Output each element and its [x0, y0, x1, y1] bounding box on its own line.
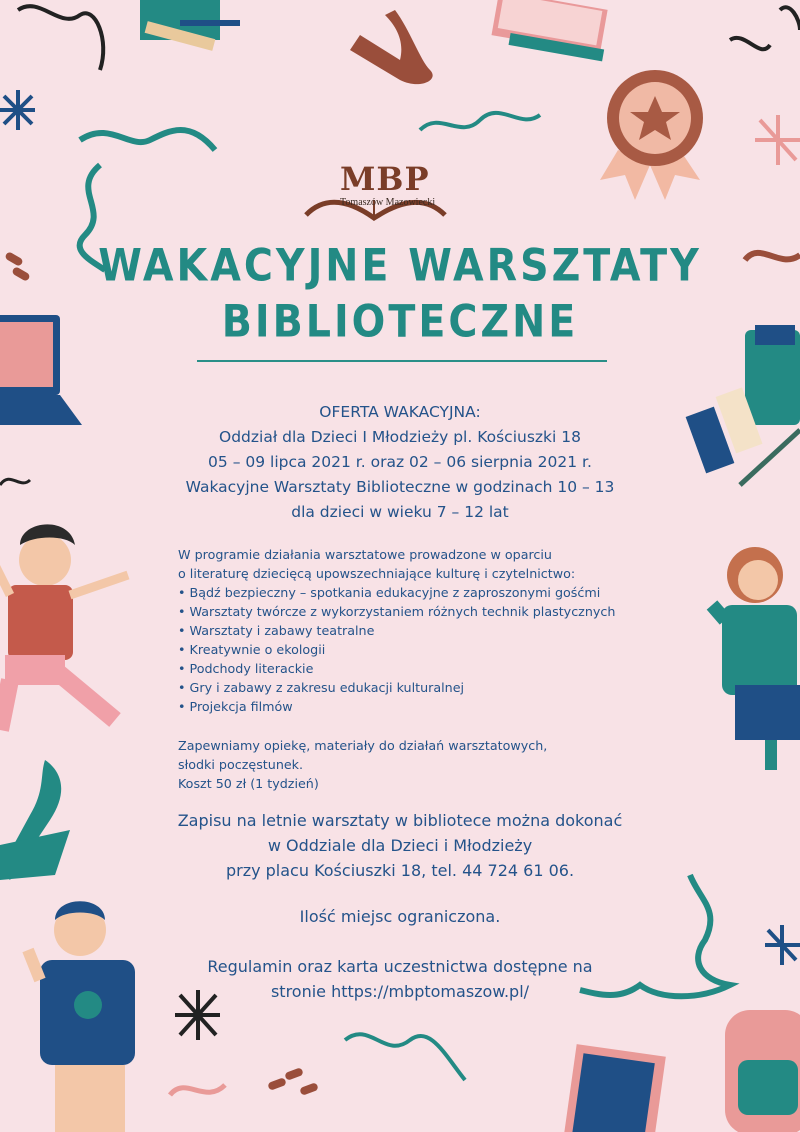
asterisk-icon — [755, 115, 800, 165]
care-section — [178, 736, 698, 793]
program-item: • Bądź bezpieczny – spotkania edukacyjne z zaproszonymi gośćmi — [178, 585, 601, 600]
page-title-line1: WAKACYJNE WARSZTATY — [98, 239, 702, 292]
boy-thumbs-up-illustration — [28, 901, 135, 1132]
offer-heading: OFERTA WAKACYJNA: — [319, 403, 481, 421]
brown-dots-icon — [267, 1067, 319, 1096]
limited-places-notice: Ilość miejsc ograniczona. — [299, 907, 501, 926]
offer-line: 05 – 09 lipca 2021 r. oraz 02 – 06 sierpnia 2021 r. — [208, 453, 592, 471]
ribbon-icon — [80, 130, 215, 150]
enroll-line: w Oddziale dla Dzieci i Młodzieży — [267, 836, 533, 855]
black-squiggle-icon — [730, 38, 770, 49]
program-item: • Gry i zabawy z zakresu edukacji kulturalnej — [178, 680, 465, 695]
program-intro: W programie działania warsztatowe prowadzone w oparciu — [178, 547, 552, 562]
program-intro: o literaturę dziecięcą upowszechniające kulturę i czytelnictwo: — [178, 566, 576, 581]
rules-section — [0, 954, 800, 1004]
teal-wave-icon — [345, 1034, 465, 1080]
program-item: • Projekcja filmów — [178, 699, 293, 714]
book-icon — [563, 1044, 665, 1132]
care-line: Zapewniamy opiekę, materiały do działań warsztatowych, — [178, 738, 548, 753]
pink-squiggle-icon — [170, 1085, 225, 1095]
asterisk-icon — [0, 90, 35, 130]
title-underline — [197, 360, 607, 362]
award-badge-icon — [600, 70, 703, 200]
program-item: • Kreatywnie o ekologii — [178, 642, 326, 657]
logo-subtitle: Tomaszów Mazowiecki — [340, 197, 436, 208]
enroll-line: Zapisu na letnie warsztaty w bibliotece można dokonać — [177, 811, 623, 830]
enroll-line: przy placu Kościuszki 18, tel. 44 724 61 06. — [225, 861, 575, 880]
rules-link[interactable]: stronie https://mbptomaszow.pl/ — [270, 982, 530, 1001]
library-logo — [300, 160, 450, 230]
program-item: • Warsztaty i zabawy teatralne — [178, 623, 375, 638]
saxophone-icon — [350, 10, 433, 84]
program-item: • Warsztaty twórcze z wykorzystaniem różnych technik plastycznych — [178, 604, 616, 619]
backpack-icon — [725, 1010, 800, 1132]
enroll-section — [0, 808, 800, 883]
care-line: słodki poczęstunek. — [178, 757, 304, 772]
logo-name: MBP — [340, 160, 430, 198]
page-title-line2: BIBLIOTECZNE — [221, 295, 579, 348]
program-section — [178, 545, 698, 716]
black-squiggle-icon — [18, 6, 103, 70]
offer-line: Oddział dla Dzieci I Młodzieży pl. Kościuszki 18 — [219, 428, 581, 446]
black-squiggle-icon — [780, 7, 800, 30]
rules-line: Regulamin oraz karta uczestnictwa dostępne na — [207, 957, 593, 976]
offer-line: Wakacyjne Warsztaty Biblioteczne w godzinach 10 – 13 — [185, 478, 615, 496]
cost-line: Koszt 50 zł (1 tydzień) — [178, 776, 319, 791]
offer-line: dla dzieci w wieku 7 – 12 lat — [291, 503, 509, 521]
teal-wave-icon — [420, 113, 540, 130]
offer-section — [0, 400, 800, 525]
girl-waving-illustration — [712, 547, 800, 770]
open-book-icon — [491, 0, 607, 61]
books-pencils-icon — [140, 0, 240, 51]
program-item: • Podchody literackie — [178, 661, 314, 676]
boy-jumping-illustration — [0, 524, 128, 730]
